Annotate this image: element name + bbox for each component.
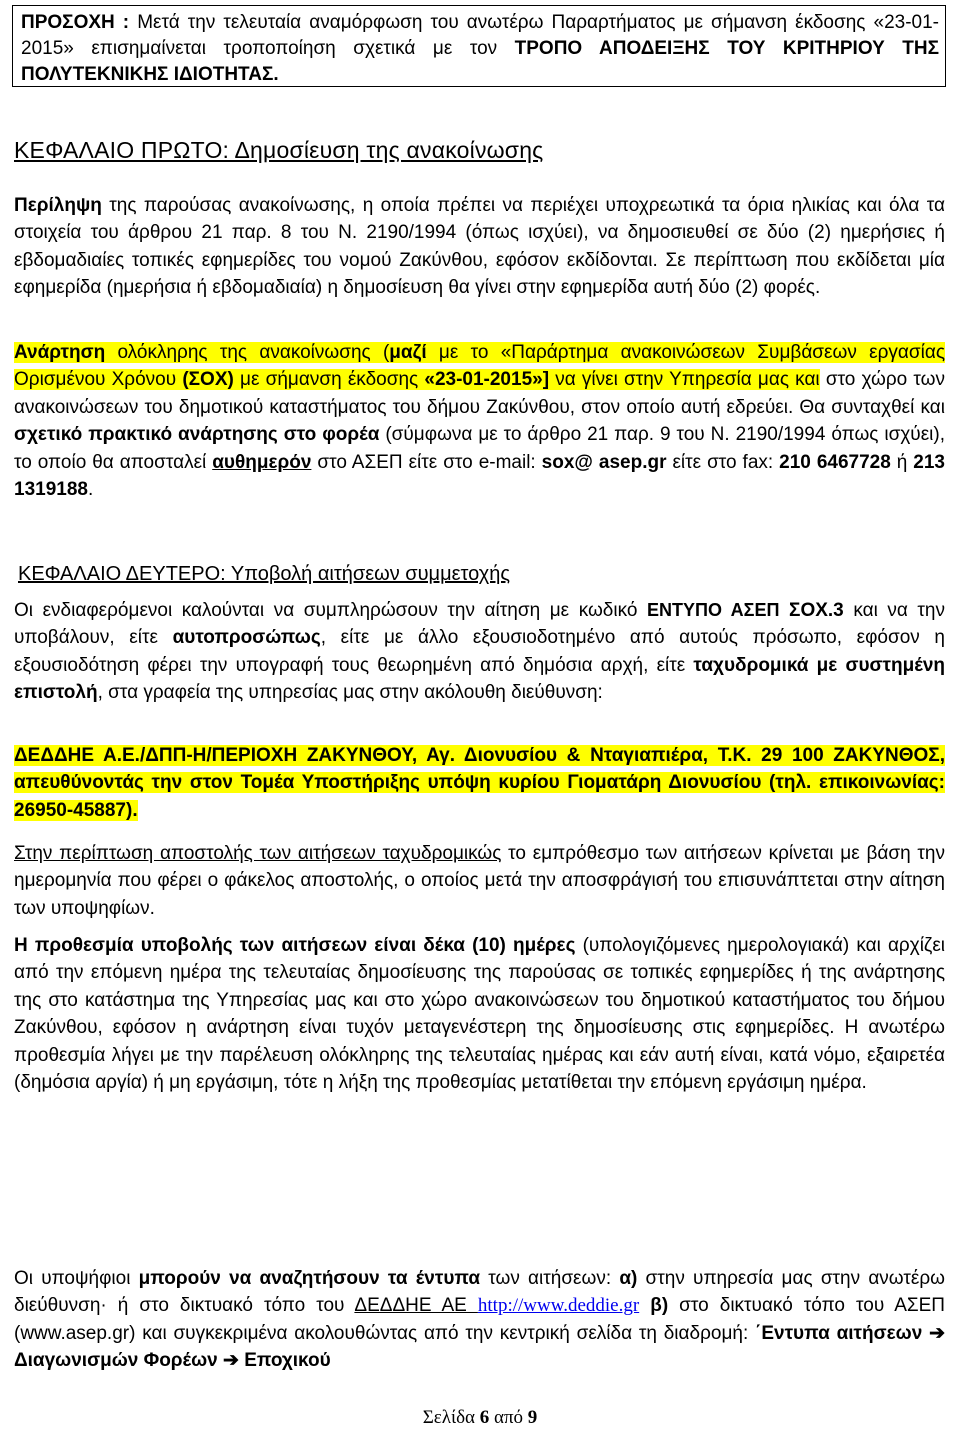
deadline-text: (υπολογιζόμενες ημερολογιακά) και αρχίζει από την επόμενη ημέρα της τελευταίας δημοσίευσης της παρούσας σε τοπικές εφημερίδες ή της ανάρτησης της στο κατάστημα της Υπηρεσίας μας και στο χώρο ανακοινώσεων του δημοτικού καταστήματος του δήμου Ζακύνθου, εφόσον η ανάρτηση είναι τυχόν μεταγενέστερη της δημοσίευσης στις εφημερίδες. Η ανωτέρω προθεσμία λήγει με την παρέλευση ολόκληρης της τελευταίας ημέρας και εάν αυτή είναι, κατά νόμο, εξαιρετέα (δημόσια αργία) ή μη εργάσιμη, τότε η λήξη της προθεσμίας μετατίθεται την επόμενη εργάσιμη ημέρα. xyxy=(14,935,946,1094)
app-t2: και να την υποβάλουν, είτε xyxy=(14,600,946,649)
forms-t5: στο δικτυακό τόπο του ΑΣΕΠ (www.asep.gr) και συγκεκριμένα ακολουθώντας από την κεντρική σελίδα τη διαδρομή: xyxy=(14,1295,946,1344)
forms-t3: στην υπηρεσία μας στην ανωτέρω διεύθυνση· ή στο δικτυακό τόπο του xyxy=(14,1268,945,1317)
posting-t1: ολόκληρης της ανακοίνωσης ( xyxy=(105,342,390,363)
forms-b3: β) xyxy=(639,1295,669,1317)
app-b4: ταχυδρομικά με συστημένη επιστολή xyxy=(14,654,945,704)
postal-note-text: το εμπρόθεσμο των αιτήσεων κρίνεται με βάση την ημερομηνία που φέρει ο φάκελος αποστολής, ο οποίος μετά την αποσφράγισή του επισυνάπτεται στην αίτηση των υποψηφίων. xyxy=(14,843,945,919)
chapter1-posting xyxy=(14,339,945,503)
footer-total: 9 xyxy=(527,1407,538,1428)
posting-b6: αυθημερόν xyxy=(212,451,312,473)
form-code: ΕΝΤΥΠΟ ΑΣΕΠ xyxy=(647,600,780,620)
page-footer xyxy=(0,1407,960,1429)
forms-t4: ΔΕΔΔΗΕ ΑΕ xyxy=(354,1295,478,1317)
notice-box xyxy=(12,5,946,87)
posting-t3: με σήμανση έκδοσης xyxy=(233,369,425,391)
chapter1-title: ΚΕΦΑΛΑΙΟ ΠΡΩΤΟ: Δημοσίευση της ανακοίνωσης xyxy=(14,137,544,163)
forms-b1: μπορούν να αναζητήσουν τα έντυπα xyxy=(138,1268,481,1289)
arrow-icon: ➔ xyxy=(922,1322,945,1344)
notice-label: ΠΡΟΣΟΧΗ : xyxy=(21,12,130,33)
footer-prefix: Σελίδα xyxy=(422,1407,480,1428)
path-step-2: Διαγωνισμών Φορέων xyxy=(14,1350,218,1372)
deadline-bold: Η προθεσμία υποβολής των αιτήσεων είναι δέκα (10) ημέρες xyxy=(14,935,576,956)
posting-t4: να γίνει στην Υπηρεσία μας και xyxy=(549,369,820,391)
footer-mid: από xyxy=(489,1407,528,1428)
postal-note-underline: Στην περίπτωση αποστολής των αιτήσεων ταχυδρομικώς xyxy=(14,843,502,864)
app-t3: , είτε με άλλο εξουσιοδοτημένο από αυτούς πρόσωπο, εφόσον η εξουσιοδότηση φέρει την υπογραφή τους θεωρημένη από δημόσια αρχή, είτε xyxy=(14,627,945,676)
deddie-link[interactable]: http://www.deddie.gr xyxy=(477,1295,640,1317)
posting-t9: ή xyxy=(890,451,914,473)
address-block xyxy=(14,742,945,824)
chapter2-title-text: ΚΕΦΑΛΑΙΟ ΔΕΥΤΕΡΟ: Υποβολή αιτήσεων συμμετοχής xyxy=(18,563,510,585)
address-text: ΔΕΔΔΗΕ Α.Ε./ΔΠΠ-Η/ΠΕΡΙΟΧΗ ΖΑΚΥΝΘΟΥ, Αγ. Διονυσίου & Νταγιαπιέρα, Τ.Κ. 29 100 ΖΑΚΥΝΘΟΣ, απευθύνοντάς την στον Τομέα Υποστήριξης υπόψη κυρίου Γιοματάρη Διονυσίου (τηλ. επικοινωνίας: 26950-45887). xyxy=(14,745,945,821)
path-step-1: ΄Εντυπα αιτήσεων xyxy=(755,1322,923,1344)
posting-t7: στο ΑΣΕΠ είτε στο e-mail: xyxy=(311,451,542,473)
fax-1: 210 6467728 xyxy=(779,451,891,473)
form-number: ΣΟΧ.3 xyxy=(779,600,844,621)
posting-b5: σχετικό πρακτικό ανάρτησης στο φορέα xyxy=(14,424,380,446)
posting-t10: . xyxy=(87,479,94,501)
chapter2-title xyxy=(18,561,510,588)
notice-text: Μετά την τελευταία αναμόρφωση του ανωτέρω Παραρτήματος με σήμανση έκδοσης «23-01-2015» επισημαίνεται τροποποίηση σχετικά με τον xyxy=(21,12,939,59)
path-step-3: Εποχικού xyxy=(244,1350,331,1372)
chapter1-summary xyxy=(14,192,945,302)
posting-label: Ανάρτηση xyxy=(14,342,106,363)
footer-page: 6 xyxy=(479,1407,490,1428)
forms-t1: Οι υποψήφιοι xyxy=(14,1268,139,1289)
postal-note xyxy=(14,840,945,922)
posting-t8: είτε στο fax: xyxy=(666,451,780,473)
notice-bold: ΤΡΟΠΟ ΑΠΟΔΕΙΞΗΣ ΤΟΥ ΚΡΙΤΗΡΙΟΥ ΤΗΣ ΠΟΛΥΤΕΚΝΙΚΗΣ ΙΔΙΟΤΗΤΑΣ. xyxy=(21,38,939,85)
posting-t5: στο χώρο των ανακοινώσεων του δημοτικού καταστήματος του δήμου Ζακύνθου, στον οποίο αυτή εδρεύει. Θα συνταχθεί και xyxy=(14,369,946,418)
posting-t2: με το «Παράρτημα ανακοινώσεων Συμβάσεων εργασίας Ορισμένου Χρόνου xyxy=(14,342,945,391)
posting-b3: (ΣΟΧ) xyxy=(182,369,234,391)
email-address: sox@ asep.gr xyxy=(541,451,667,473)
posting-b2: μαζί xyxy=(389,342,427,363)
app-b3: αυτοπροσώπως xyxy=(172,627,321,649)
forms-paragraph xyxy=(14,1265,945,1375)
app-t1: Οι ενδιαφερόμενοι καλούνται να συμπληρώσουν την αίτηση με κωδικό xyxy=(14,600,648,621)
app-t4: , στα γραφεία της υπηρεσίας μας στην ακόλουθη διεύθυνση: xyxy=(97,682,603,704)
deadline-paragraph xyxy=(14,932,945,1096)
posting-b4: «23-01-2015»] xyxy=(424,369,550,391)
forms-t2: των αιτήσεων: xyxy=(480,1268,620,1289)
forms-b2: α) xyxy=(619,1268,638,1289)
summary-text: της παρούσας ανακοίνωσης, η οποία πρέπει να περιέχει υποχρεωτικά τα όρια ηλικίας και όλα τα στοιχεία του άρθρου 21 παρ. 8 του Ν. 2190/1994 (όπως ισχύει), να δημοσιευθεί σε δύο (2) ημερήσιες ή εβδομαδιαίες τοπικές εφημερίδες του νομού Ζακύνθου, εφόσον εκδίδονται. Σε περίπτωση που εκδίδεται μία εφημερίδα (ημερήσια ή εβδομαδιαία) η δημοσίευση θα γίνει στην εφημερίδα αυτή δύο (2) φορές. xyxy=(14,195,945,299)
posting-highlight xyxy=(14,342,945,390)
chapter2-application xyxy=(14,597,945,707)
arrow-icon: ➔ xyxy=(217,1350,245,1372)
summary-label: Περίληψη xyxy=(14,195,102,216)
posting-t6: (σύμφωνα με το άρθρο 21 παρ. 9 του Ν. 2190/1994 όπως ισχύει), το οποίο θα αποσταλεί xyxy=(14,424,945,473)
fax-2: 213 1319188 xyxy=(14,451,945,501)
